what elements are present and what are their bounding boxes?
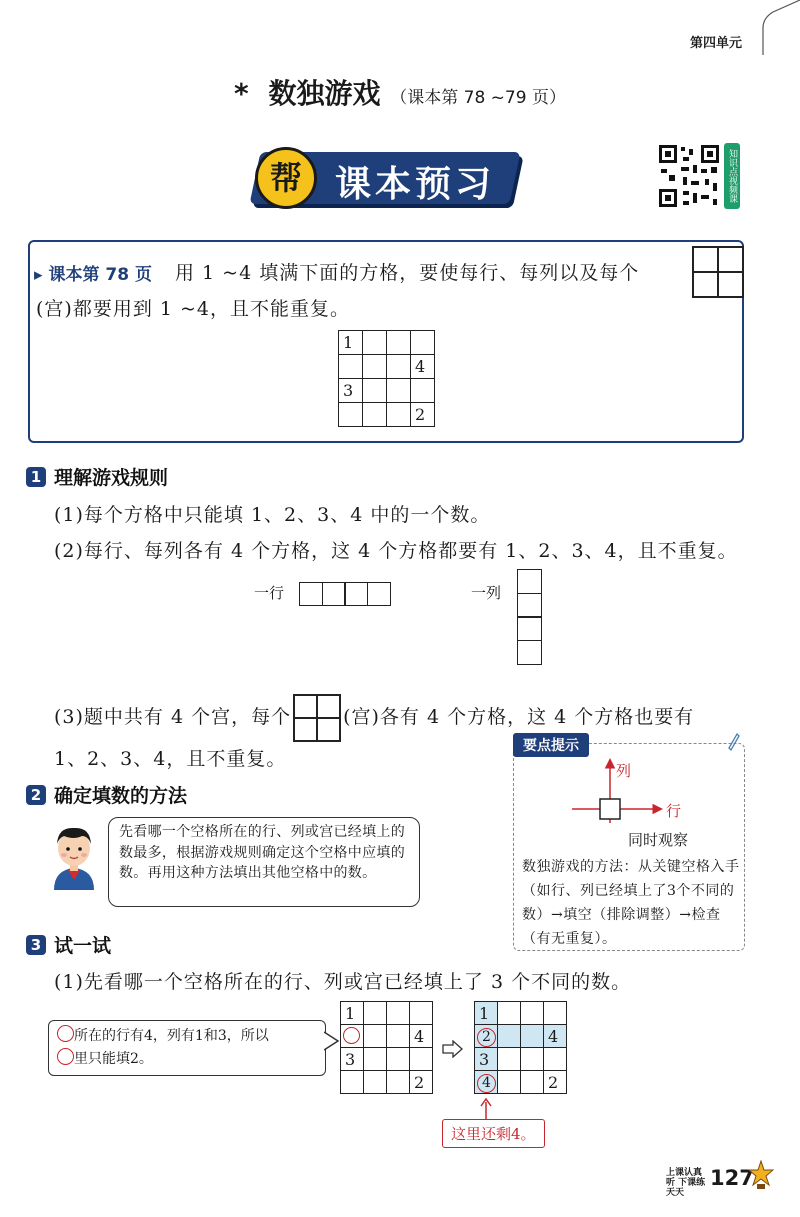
grid-cell	[341, 1025, 364, 1048]
grid-cell	[521, 1071, 544, 1094]
grid-cell	[364, 1025, 387, 1048]
grid-cell: 4	[410, 1025, 433, 1048]
grid-cell	[544, 1002, 567, 1025]
tips-title: 要点提示	[513, 733, 589, 757]
star-mascot-icon	[748, 1160, 774, 1190]
footer-slogan: 上课认真听 下课练天天	[666, 1168, 706, 1198]
hint-note	[48, 1020, 326, 1076]
right-arrow-icon	[442, 1040, 464, 1058]
grid-cell	[341, 1071, 364, 1094]
boy-avatar	[44, 822, 104, 890]
grid-cell	[521, 1048, 544, 1071]
grid-cell	[363, 355, 387, 379]
palace-icon	[293, 694, 341, 742]
column-label: 一列	[471, 584, 502, 602]
grid-cell: 1	[339, 331, 363, 355]
hint-line-2	[57, 1048, 317, 1071]
grid-cell	[363, 379, 387, 403]
row-column-diagram	[562, 755, 712, 830]
row-strip	[300, 583, 390, 606]
grid-cell	[339, 355, 363, 379]
qr-tag: 知识点视频课	[724, 143, 740, 209]
rule-1: (1)每个方格中只能填 1、2、3、4 中的一个数。	[54, 504, 491, 526]
banner-badge: 帮	[255, 147, 317, 209]
preview-line-2: (宫)都要用到 1 ~4，且不能重复。	[36, 298, 351, 320]
banner-title: 课本预习	[335, 164, 496, 205]
rule-3	[54, 694, 694, 742]
grid-cell	[387, 1025, 410, 1048]
hint-text-b: 里只能填2。	[74, 1051, 153, 1067]
grid-cell	[387, 1048, 410, 1071]
grid-cell	[364, 1048, 387, 1071]
tips-text: 数独游戏的方法：从关键空格入手（如行、列已经填上了3个不同的数）→填空（排除调整）→检查（有无重复）。	[522, 859, 740, 947]
preview-line-1: 用 1 ~4 填满下面的方格，要使每行、每列以及每个	[175, 262, 640, 284]
sudoku-grid-after	[474, 1001, 567, 1094]
section-1-number: 1	[26, 467, 46, 487]
grid-cell	[339, 403, 363, 427]
grid-cell: 4	[411, 355, 435, 379]
grid-cell	[521, 1002, 544, 1025]
hint-line-1	[57, 1025, 317, 1048]
blank-circle-icon	[57, 1048, 74, 1065]
grid-cell	[363, 403, 387, 427]
preview-ref: ▸ 课本第 78 页	[34, 265, 152, 285]
grid-cell	[498, 1002, 521, 1025]
palace-icon	[690, 246, 746, 298]
sudoku-grid-preview	[338, 330, 435, 427]
rule-3-part-a: (3)题中共有 4 个宫，每个	[54, 706, 292, 728]
rule-3-part-b: (宫)各有 4 个方格，这 4 个方格也要有	[343, 706, 695, 728]
grid-cell	[387, 379, 411, 403]
lesson-name: 数独游戏	[268, 77, 381, 110]
section-3-title: 试一试	[54, 935, 112, 957]
section-3-heading	[26, 931, 111, 958]
page-number: 127	[710, 1166, 754, 1190]
grid-cell	[410, 1048, 433, 1071]
grid-cell: 3	[341, 1048, 364, 1071]
grid-cell	[387, 1002, 410, 1025]
blank-circle-icon	[343, 1027, 360, 1044]
section-1-heading	[26, 463, 168, 490]
grid-cell	[410, 1002, 433, 1025]
up-arrow-icon	[479, 1098, 493, 1120]
lesson-star: *	[234, 77, 249, 110]
section-1-title: 理解游戏规则	[54, 467, 169, 489]
page-corner-decoration	[755, 0, 800, 55]
grid-cell	[544, 1048, 567, 1071]
grid-cell	[387, 1071, 410, 1094]
pencil-icon	[725, 730, 741, 752]
diagram-column-label: 列	[616, 762, 632, 780]
rule-3-cont: 1、2、3、4，且不重复。	[54, 748, 287, 770]
blank-circle-icon	[57, 1025, 74, 1042]
grid-cell	[475, 1025, 498, 1048]
grid-cell: 4	[544, 1025, 567, 1048]
qr-code-icon[interactable]	[657, 143, 721, 209]
grid-cell: 2	[410, 1071, 433, 1094]
lesson-title	[0, 72, 800, 112]
try-step-1: (1)先看哪一个空格所在的行、列或宫已经填上了 3 个不同的数。	[54, 971, 632, 993]
grid-cell	[475, 1071, 498, 1094]
filled-circle-2: 2	[477, 1028, 496, 1047]
observe-label: 同时观察	[628, 831, 689, 849]
unit-label: 第四单元	[690, 36, 743, 51]
lesson-pages: （课本第 78 ~79 页）	[390, 88, 566, 108]
grid-cell	[364, 1071, 387, 1094]
section-3-number: 3	[26, 935, 46, 955]
grid-cell: 2	[544, 1071, 567, 1094]
hint-text-a: 所在的行有4，列有1和3，所以	[74, 1028, 269, 1044]
grid-cell	[498, 1071, 521, 1094]
grid-cell: 3	[475, 1048, 498, 1071]
grid-cell	[364, 1002, 387, 1025]
speech-bubble: 先看哪一个空格所在的行、列或宫已经填上的数最多，根据游戏规则确定这个空格中应填的数。再用这种方法填出其他空格中的数。	[108, 817, 420, 907]
section-2-title: 确定填数的方法	[54, 785, 188, 807]
grid-cell	[387, 355, 411, 379]
grid-cell: 1	[475, 1002, 498, 1025]
sudoku-grid-before	[340, 1001, 433, 1094]
filled-circle-4: 4	[477, 1074, 496, 1093]
column-strip	[518, 570, 542, 664]
grid-cell	[411, 379, 435, 403]
grid-cell: 3	[339, 379, 363, 403]
grid-cell: 1	[341, 1002, 364, 1025]
grid-cell	[498, 1048, 521, 1071]
rule-2: (2)每行、每列各有 4 个方格，这 4 个方格都要有 1、2、3、4，且不重复。	[54, 540, 738, 562]
grid-cell	[387, 331, 411, 355]
grid-cell	[387, 403, 411, 427]
grid-cell	[521, 1025, 544, 1048]
grid-cell: 2	[411, 403, 435, 427]
section-2-number: 2	[26, 785, 46, 805]
grid-cell	[363, 331, 387, 355]
row-label: 一行	[254, 584, 285, 602]
grid-cell	[411, 331, 435, 355]
diagram-row-label: 行	[666, 802, 682, 820]
remain-note: 这里还剩4。	[442, 1119, 545, 1148]
section-2-heading	[26, 781, 187, 808]
grid-cell	[498, 1025, 521, 1048]
